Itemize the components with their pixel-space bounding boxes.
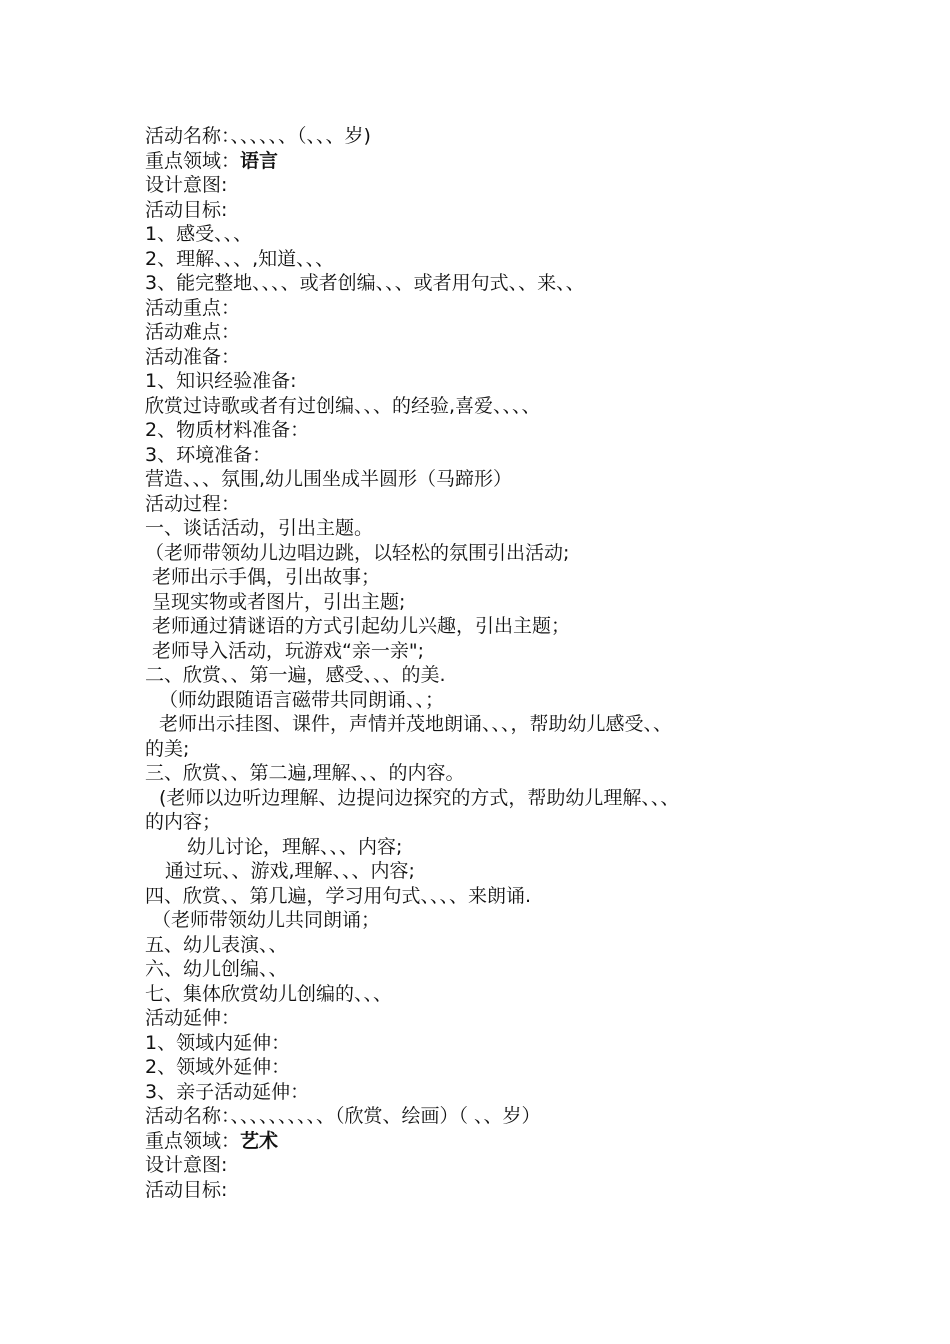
text-line: 3、环境准备： [145,443,272,466]
text-line: 1、领域内延伸： [145,1031,291,1054]
text-line: 老师通过猜谜语的方式引起幼儿兴趣，引出主题； [152,615,571,637]
text-line: 一、谈话活动，引出主题。 [145,517,374,539]
text-line: （师幼跟随语言磁带共同朗诵、、； [159,688,445,711]
text-line: 老师出示挂图、课件，声情并茂地朗诵、、、，帮助幼儿感受、、 [159,713,673,735]
field-label: 重点领域： [145,1129,241,1152]
text-line: 活动延伸： [145,1007,241,1029]
text-line: （老师带领幼儿共同朗诵； [152,909,381,931]
text-line: 幼儿讨论，理解、、、内容; [187,835,403,858]
text-line: 通过玩、、游戏,理解、、、内容; [165,860,415,882]
text-line: （老师带领幼儿边唱边跳，以轻松的氛围引出活动; [145,541,570,564]
field-line [145,1129,845,1154]
text-line: 老师导入活动，玩游戏“亲一亲"; [152,639,424,662]
text-line: (老师以边听边理解、边提问边探究的方式，帮助幼儿理解、、、 [159,786,680,809]
field-value: 艺术 [240,1129,279,1152]
field-value: 语言 [240,149,279,172]
field-label: 重点领域： [145,149,241,172]
text-line: 活动目标: [145,1178,228,1201]
text-line: 2、领域外延伸： [145,1056,291,1078]
text-line: 营造、、、氛围,幼儿围坐成半圆形（马蹄形） [145,468,513,490]
text-line: 设计意图: [145,1154,228,1176]
text-line: 五、幼儿表演、、 [145,933,288,956]
text-line: 活动过程： [145,492,241,515]
text-line: 3、亲子活动延伸： [145,1080,310,1103]
text-line: 设计意图: [145,174,228,196]
text-line: 老师出示手偶，引出故事； [152,566,381,588]
text-line: 活动名称：、、、、、、、、、、（欣赏、绘画）（ 、、岁） [145,1105,541,1127]
text-line: 2、理解、、、,知道、、、 [145,247,335,270]
text-line: 1、知识经验准备: [145,370,297,392]
text-line: 活动目标: [145,198,228,221]
text-line: 三、欣赏、、第二遍,理解、、、的内容。 [145,762,465,784]
text-line: 欣赏过诗歌或者有过创编、、、的经验,喜爱、、、、 [145,394,541,417]
text-line: 1、感受、、、 [145,223,253,245]
text-line: 活动名称：、、、、、、（、、、岁) [145,125,371,147]
text-line: 二、欣赏、、第一遍，感受、、、的美. [145,664,446,686]
text-line: 呈现实物或者图片，引出主题; [152,590,406,613]
text-line: 活动难点： [145,321,241,343]
text-line: 七、集体欣赏幼儿创编的、、、 [145,982,393,1005]
text-line: 活动重点： [145,296,241,319]
text-line: 四、欣赏、、第几遍，学习用句式、、、、来朗诵. [145,884,532,907]
document-page [145,124,845,1202]
text-line: 的内容； [145,811,222,833]
text-line: 六、幼儿创编、、 [145,958,288,980]
text-line: 的美; [145,737,190,760]
text-line: 2、物质材料准备： [145,419,310,441]
field-line [145,149,845,174]
text-line: 3、能完整地、、、、或者创编、、、或者用句式、、来、、 [145,272,585,294]
text-line: 活动准备： [145,345,241,368]
